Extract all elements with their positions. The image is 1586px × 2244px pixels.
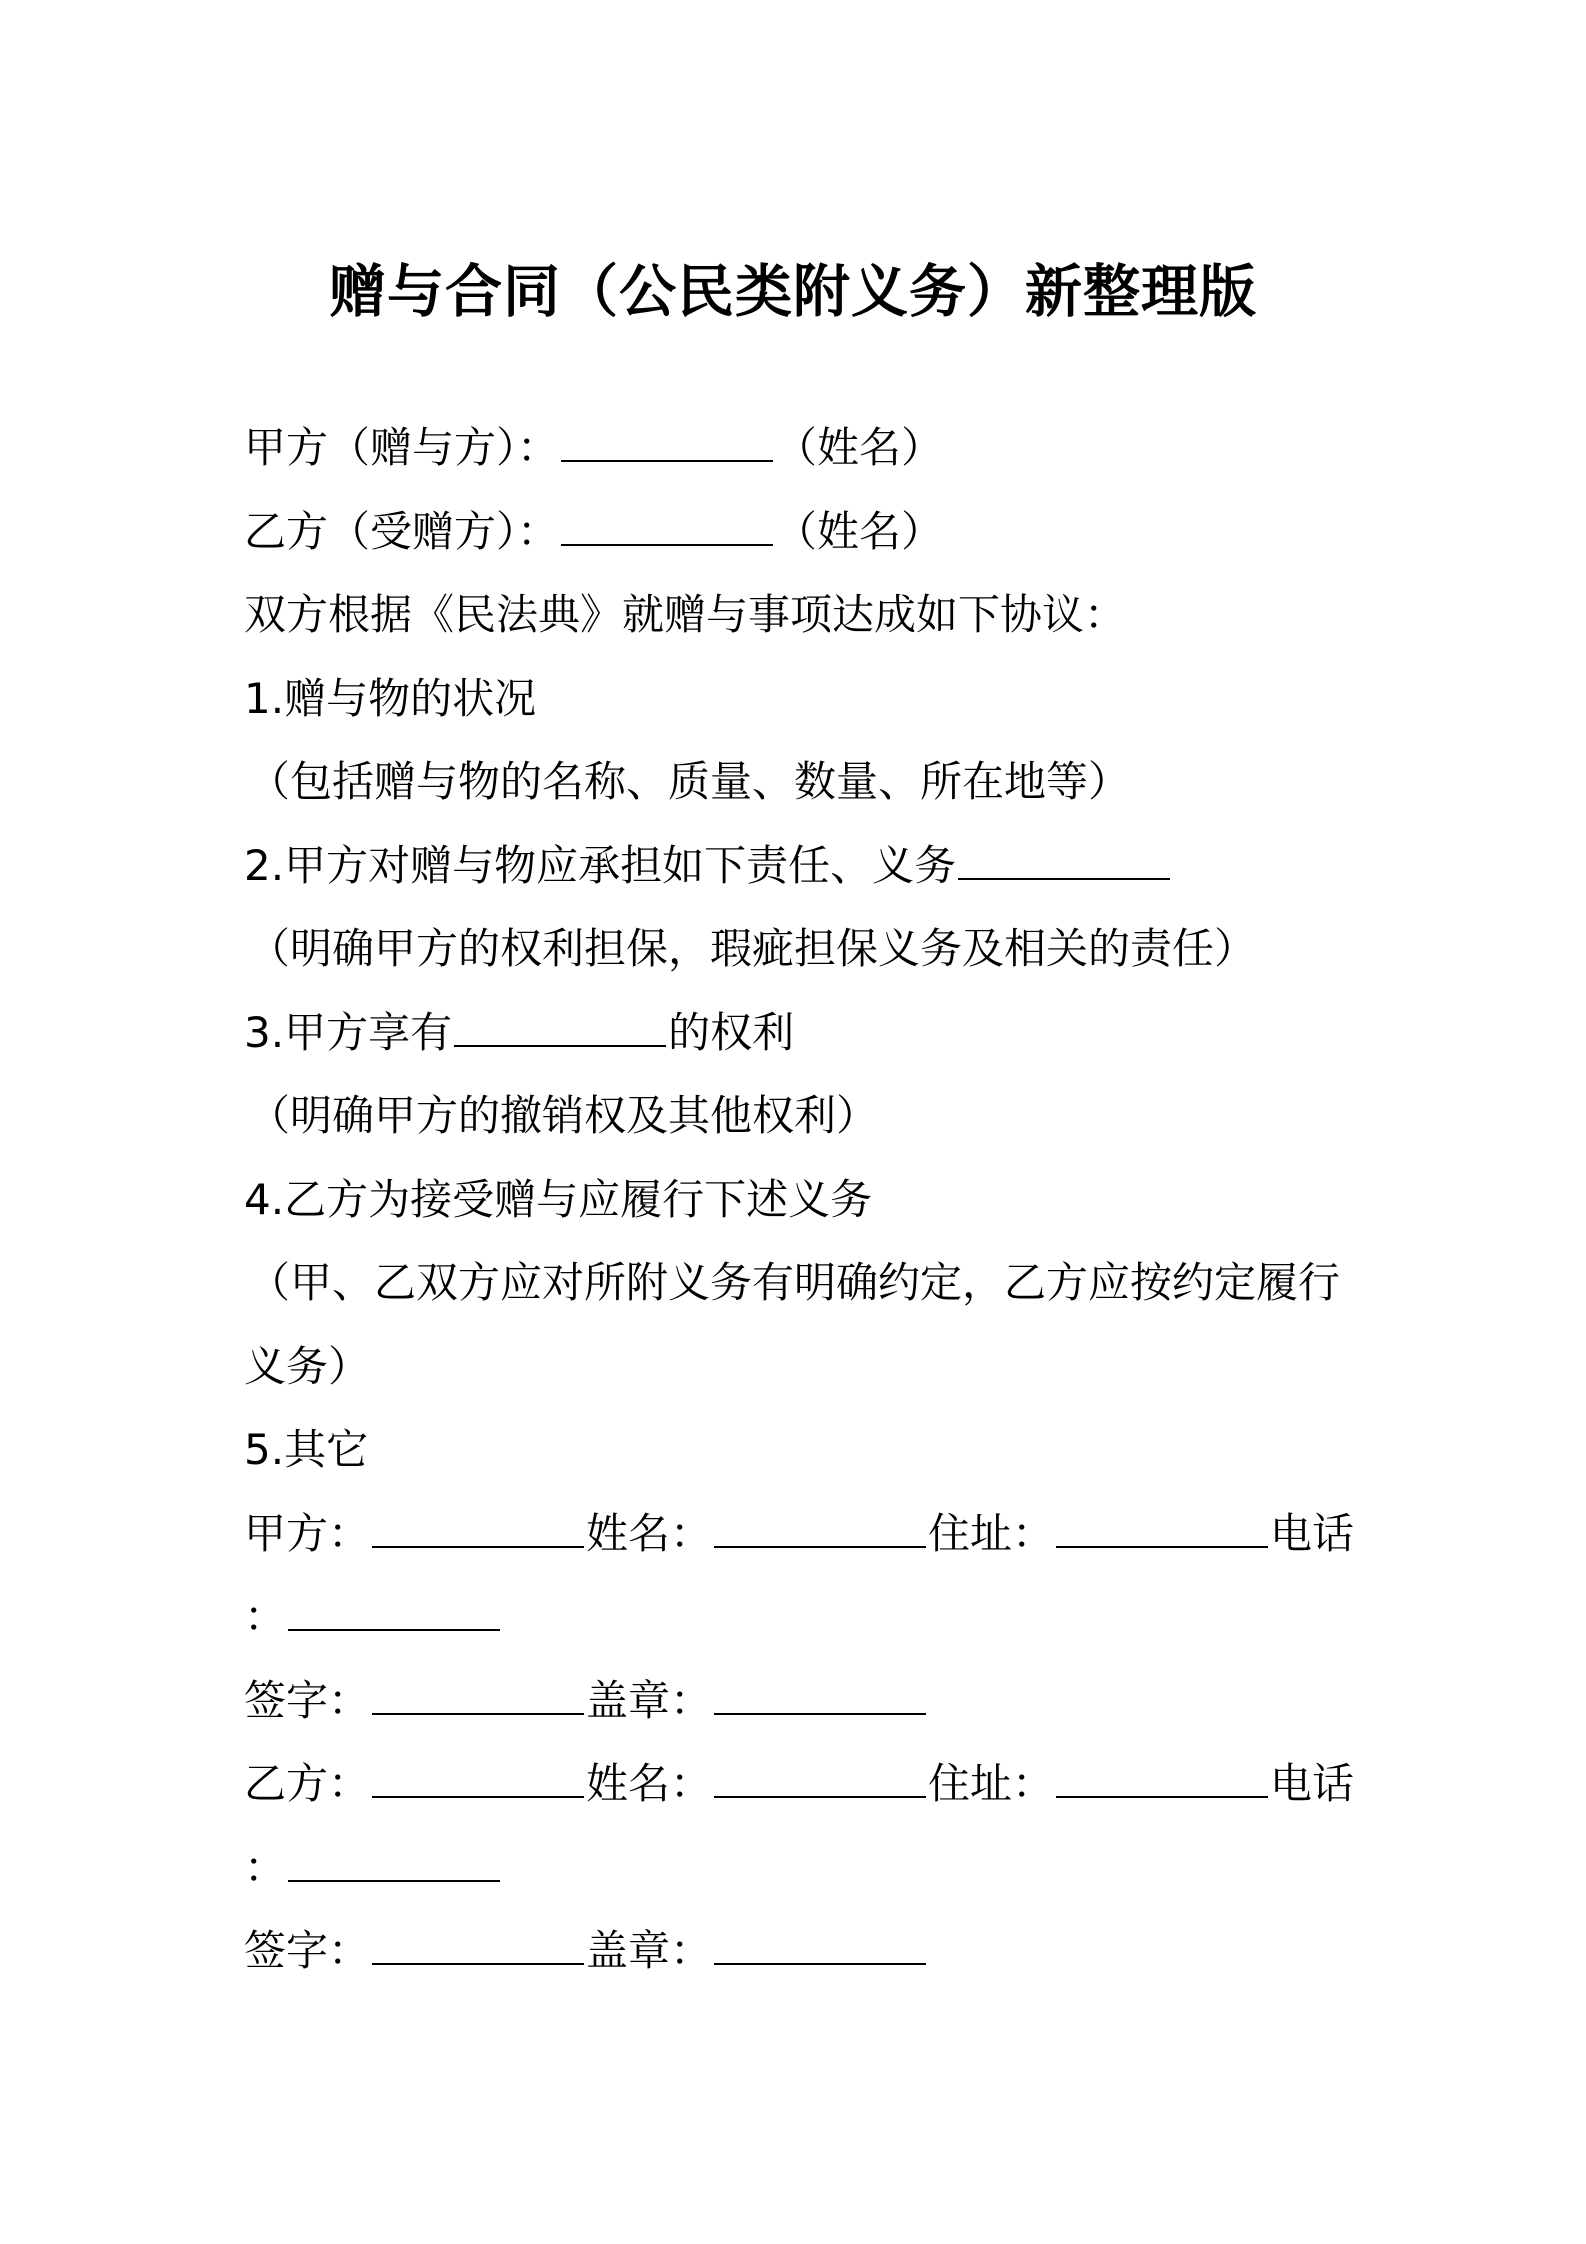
party-a-suffix: （姓名） [775,423,944,472]
party-b-label: 乙方（受赠方）： [244,506,560,556]
sign-b-name-blank[interactable] [714,1762,926,1798]
sign-b-signature-blank[interactable] [372,1929,584,1965]
sign-b-name-label: 姓名： [586,1759,713,1808]
clause-3-prefix: 3.甲方享有 [244,1007,453,1057]
clause-2-blank[interactable] [958,844,1170,880]
clause-4-note-line-2: 义务） [244,1341,371,1391]
clause-3-suffix: 的权利 [668,1007,795,1057]
sign-a-address-label: 住址： [928,1508,1055,1558]
sign-a-phone-line [244,1575,1364,1659]
sign-a-name-label: 姓名： [586,1508,713,1558]
clause-2-line [244,824,1364,908]
clause-3-line [244,991,1364,1075]
sign-b-signature-line [244,1909,1364,1993]
clause-2-note: （明确甲方的权利担保，瑕疵担保义务及相关的责任） [248,924,1257,973]
sign-a-phone-colon: ： [244,1592,287,1641]
sign-a-address-blank[interactable] [1056,1512,1268,1548]
clause-1-heading: 1.赠与物的状况 [244,673,537,723]
party-b-suffix: （姓名） [775,506,944,556]
sign-b-phone-line [244,1826,1364,1910]
sign-a-party-blank[interactable] [372,1512,584,1548]
sign-b-signature-label: 签字： [244,1926,371,1975]
sign-b-phone-blank[interactable] [288,1846,500,1882]
document-title: 赠与合同（公民类附义务）新整理版 [329,259,1257,325]
clause-2-heading: 2.甲方对赠与物应承担如下责任、义务 [244,840,957,890]
sign-b-party-label: 乙方： [244,1759,371,1808]
intro-text: 双方根据《民法典》就赠与事项达成如下协议： [244,590,1127,639]
sign-a-seal-blank[interactable] [714,1679,926,1715]
sign-b-phone-label: 电话 [1270,1759,1355,1808]
party-b-name-blank[interactable] [561,510,773,546]
clause-4-heading: 4.乙方为接受赠与应履行下述义务 [244,1174,873,1224]
party-b-line [244,490,1364,574]
clause-4-note-line-1: （甲、乙双方应对所附义务有明确约定，乙方应按约定履行 [248,1258,1341,1307]
sign-a-phone-label: 电话 [1270,1508,1355,1558]
clause-3-note: （明确甲方的撤销权及其他权利） [248,1091,879,1140]
party-a-name-blank[interactable] [561,426,773,462]
sign-a-signature-blank[interactable] [372,1679,584,1715]
sign-b-phone-colon: ： [244,1842,287,1892]
sign-a-signature-line [244,1659,1364,1743]
sign-a-seal-label: 盖章： [586,1675,713,1725]
party-a-line [244,406,1364,490]
sign-b-party-blank[interactable] [372,1762,584,1798]
party-a-label: 甲方（赠与方）： [244,423,560,472]
sign-b-seal-blank[interactable] [714,1929,926,1965]
sign-a-party-label: 甲方： [244,1508,371,1558]
sign-b-seal-label: 盖章： [586,1926,713,1975]
sign-a-info-line [244,1492,1364,1576]
sign-a-signature-label: 签字： [244,1675,371,1725]
sign-b-address-label: 住址： [928,1759,1055,1808]
document-body [244,406,1364,1993]
sign-b-info-line [244,1742,1364,1826]
clause-5-heading: 5.其它 [244,1425,369,1474]
clause-1-note: （包括赠与物的名称、质量、数量、所在地等） [248,757,1131,806]
clause-3-blank[interactable] [454,1011,666,1047]
sign-a-phone-blank[interactable] [288,1595,500,1631]
sign-a-name-blank[interactable] [714,1512,926,1548]
sign-b-address-blank[interactable] [1056,1762,1268,1798]
